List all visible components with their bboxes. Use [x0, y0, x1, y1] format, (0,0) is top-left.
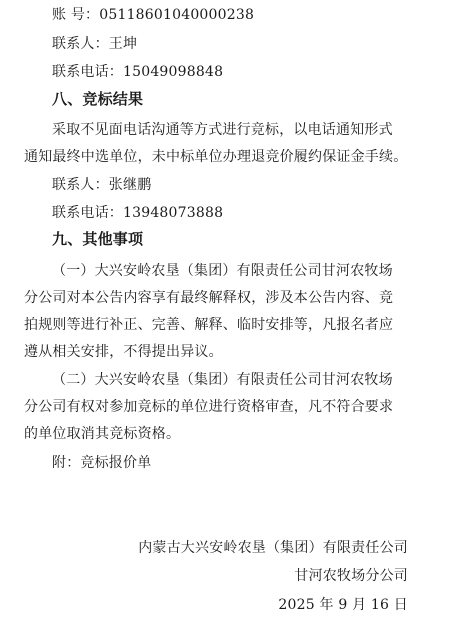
section-heading-other: 九、其他事项 [52, 230, 144, 248]
results-paragraph-line: 采取不见面电话沟通等方式进行竞标，以电话通知形式 [52, 122, 393, 138]
other-item-line: 遵从相关安排，不得提出异议。 [24, 344, 223, 360]
account-number: 账 号：05118601040000238 [52, 7, 255, 23]
section-heading-results: 八、竞标结果 [52, 90, 144, 108]
signature-branch: 甘河农牧场分公司 [294, 568, 408, 584]
other-item-line: （一）大兴安岭农垦（集团）有限责任公司甘河农牧场 [52, 263, 393, 279]
results-paragraph-line: 通知最终中选单位，未中标单位办理退竞价履约保证金手续。 [24, 149, 408, 165]
other-item-line: 分公司有权对参加竞标的单位进行资格审查，凡不符合要求 [24, 399, 394, 415]
other-item-line: 拍规则等进行补正、完善、解释、临时安排等，凡报名者应 [24, 317, 394, 333]
signature-organization: 内蒙古大兴安岭农垦（集团）有限责任公司 [138, 540, 408, 556]
other-item-line: （二）大兴安岭农垦（集团）有限责任公司甘河农牧场 [52, 372, 393, 388]
attachment-note: 附：竞标报价单 [52, 455, 152, 471]
results-contact-person: 联系人：张继鹏 [52, 177, 152, 193]
signature-date: 2025 年 9 月 16 日 [278, 597, 408, 613]
contact-phone: 联系电话：15049098848 [52, 64, 224, 80]
results-contact-phone: 联系电话：13948073888 [52, 205, 224, 221]
other-item-line: 分公司对本公告内容享有最终解释权，涉及本公告内容、竞 [24, 290, 394, 306]
other-item-line: 的单位取消其竞标资格。 [24, 426, 181, 442]
contact-person: 联系人：王坤 [52, 36, 138, 52]
